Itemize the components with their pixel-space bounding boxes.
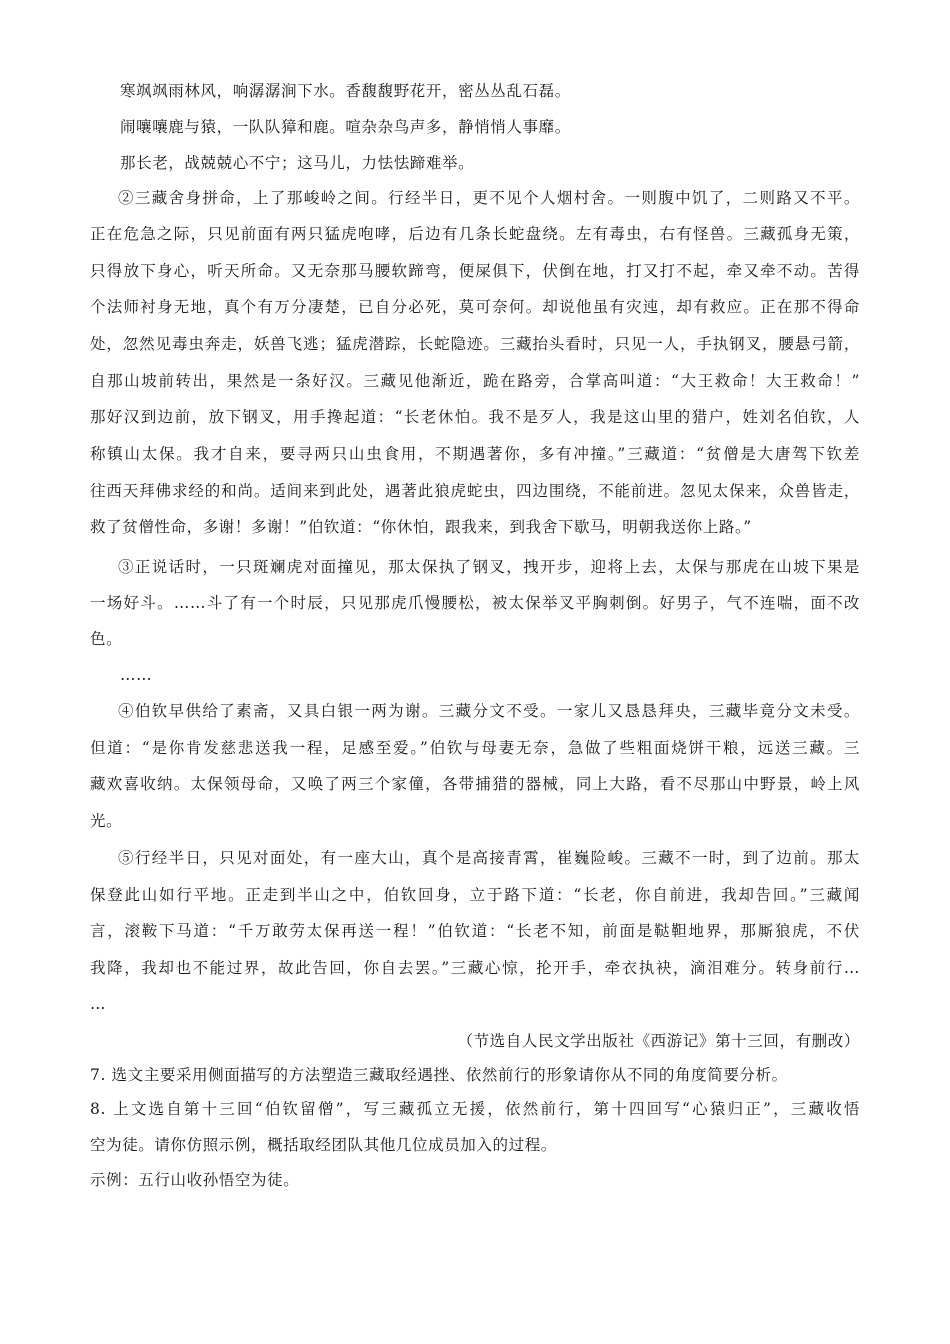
source-citation: （节选自人民文学出版社《西游记》第十三回，有删改） [457,1032,860,1050]
omission-ellipsis: …… [120,666,153,684]
paragraph-line: 称镇山太保。我才自来，要寻两只山虫食用，不期遇著你，多有冲撞。”三藏道：“贫僧是大唐驾下钦差 [90,445,860,463]
paragraph-line: 只得放下身心，听天所命。又无奈那马腰软蹄弯，便屎俱下，伏倒在地，打又打不起，牵又牵不动。苦得 [90,262,860,280]
paragraph-line: 但道：“是你肯发慈悲送我一程，足感至爱。”伯钦与母妻无奈，急做了些粗面烧饼干粮，远送三藏。三 [90,739,860,757]
paragraph-line: ⑤行经半日，只见对面处，有一座大山，真个是高接青霄，崔巍险峻。三藏不一时，到了边前。那太 [118,849,860,867]
question-7: 7. 选文主要采用侧面描写的方法塑造三藏取经遇挫、依然前行的形象请你从不同的角度简要分析。 [90,1066,788,1084]
paragraph-line: 那好汉到边前，放下钢叉，用手搀起道：“长老休怕。我不是歹人，我是这山里的猎户，姓刘名伯钦，人 [90,408,860,426]
paragraph-line: 救了贫僧性命，多谢！多谢！”伯钦道：“你休怕，跟我来，到我舍下歇马，明朝我送你上路。” [90,518,752,536]
paragraph-line: 往西天拜佛求经的和尚。适间来到此处，遇著此狼虎蛇虫，四边围绕，不能前进。忽见太保来，众兽皆走， [90,482,860,500]
poem-line: 那长老，战兢兢心不宁；这马儿，力怯怯蹄难举。 [120,154,475,172]
paragraph-line: 藏欢喜收纳。太保领母命，又唤了两三个家僮，各带捕猎的器械，同上大路，看不尽那山中野景，岭上风 [90,775,860,793]
example-answer: 示例：五行山收孙悟空为徒。 [90,1171,300,1189]
paragraph-line: … [90,995,107,1013]
paragraph-line: 光。 [90,812,123,830]
paragraph-line: 我降，我却也不能过界，故此告回，你自去罢。”三藏心惊，抡开手，牵衣执袂，滴泪难分。转身前行… [90,959,860,977]
paragraph-line: ②三藏舍身拼命，上了那峻岭之间。行经半日，更不见个人烟村舍。一则腹中饥了，二则路又不平。 [118,189,860,207]
question-8-continued: 空为徒。请你仿照示例，概括取经团队其他几位成员加入的过程。 [90,1136,557,1154]
paragraph-line: 个法师衬身无地，真个有万分凄楚，已自分必死，莫可奈何。却说他虽有灾迍，却有救应。正在那不得命 [90,298,860,316]
paragraph-line: 言，滚鞍下马道：“千万敢劳太保再送一程！”伯钦道：“长老不知，前面是鞑靼地界，那厮狼虎，不伏 [90,922,860,940]
paragraph-line: ④伯钦早供给了素斋，又具白银一两为谢。三藏分文不受。一家儿又恳恳拜央，三藏毕竟分文未受。 [118,702,860,720]
question-8: 8. 上文选自第十三回“伯钦留僧”，写三藏孤立无援，依然前行，第十四回写“心猿归正”，三藏收悟 [90,1100,860,1118]
paragraph-line: 一场好斗。……斗了有一个时辰，只见那虎爪慢腰松，被太保举叉平胸刺倒。好男子，气不连喘，面不改 [90,594,860,612]
paragraph-line: ③正说话时，一只斑斓虎对面撞见，那太保执了钢叉，拽开步，迎将上去，太保与那虎在山坡下果是 [118,558,860,576]
poem-line: 寒飒飒雨林风，响潺潺涧下水。香馥馥野花开，密丛丛乱石磊。 [120,82,571,100]
paragraph-line: 正在危急之际，只见前面有两只猛虎咆哮，后边有几条长蛇盘绕。左有毒虫，右有怪兽。三藏孤身无策， [90,225,860,243]
paragraph-line: 保登此山如行平地。正走到半山之中，伯钦回身，立于路下道：“长老，你自前进，我却告回。”三藏闻 [90,886,860,904]
paragraph-line: 处，忽然见毒虫奔走，妖兽飞逃；猛虎潜踪，长蛇隐迹。三藏抬头看时，只见一人，手执钢叉，腰悬弓箭， [90,335,860,353]
poem-line: 闹嚷嚷鹿与猿，一队队獐和鹿。喧杂杂鸟声多，静悄悄人事靡。 [120,118,571,136]
paragraph-line: 自那山坡前转出，果然是一条好汉。三藏见他渐近，跪在路旁，合掌高叫道：“大王救命！大王救命！” [90,372,860,390]
paragraph-line: 色。 [90,630,123,648]
